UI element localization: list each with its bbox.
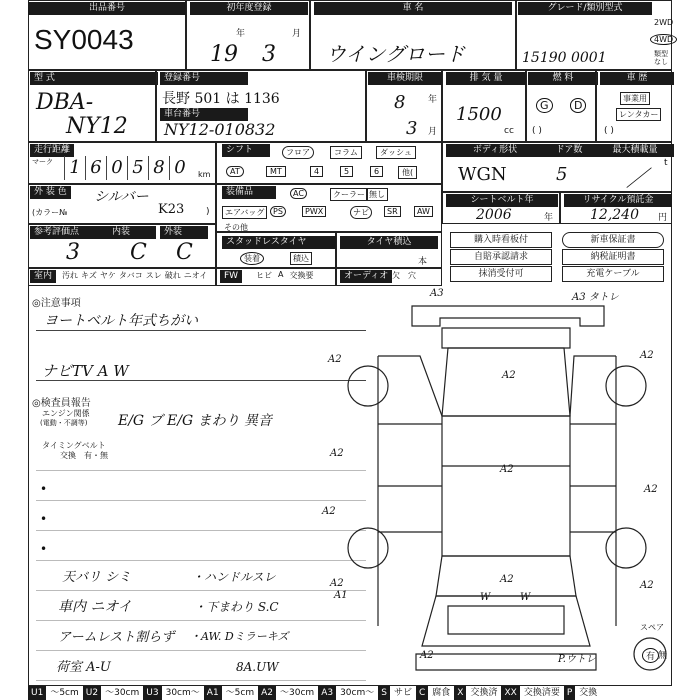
mileage-digits (64, 156, 190, 180)
history-label: 車 歴 (600, 72, 674, 85)
registration-value: 長野 501 は 1136 (162, 91, 280, 107)
fw-items (256, 270, 313, 281)
damage-mark: A2 (500, 574, 514, 585)
equipment-option: PS (270, 206, 286, 217)
legend-value: 〜5cm (50, 688, 79, 698)
lot-label: 出品番号 (28, 2, 186, 15)
legend-key: S (378, 686, 390, 700)
note-line (36, 650, 366, 651)
shift-option: 5 (340, 166, 353, 177)
inspection-month-unit: 月 (428, 127, 438, 137)
inspection-year: 8 (394, 92, 406, 113)
shift-label: シフト (222, 144, 270, 157)
legend-key: P (564, 686, 575, 700)
note-line (36, 330, 366, 331)
recycle-unit: 円 (658, 213, 668, 223)
note-line (36, 530, 366, 531)
audio-items (392, 270, 416, 281)
color-code: K23 (158, 202, 185, 217)
shift-option: MT (266, 166, 286, 177)
engine-note: E/G ブ E/G まわり 異音 (118, 413, 273, 429)
legend-key: A3 (318, 686, 336, 700)
damage-legend (28, 686, 672, 700)
damage-mark: W (480, 592, 491, 603)
damage-mark: P.ウトレ (558, 654, 596, 665)
fw-condition: ヒビ (256, 271, 272, 280)
docs-items (442, 224, 672, 286)
recycle-label: リサイクル預託金 (564, 194, 672, 207)
chassis-value: NY12-010832 (164, 120, 276, 139)
engine-value: 1500 (456, 104, 502, 125)
first-reg-month: 3 (262, 42, 276, 67)
history-opt2: レンタカー (616, 108, 661, 121)
interior-condition: 破れ (164, 271, 181, 280)
shift-option: 6 (370, 166, 383, 177)
interior-condition: 汚れ (62, 271, 78, 280)
legend-key: A1 (204, 686, 222, 700)
damage-mark: A2 (640, 350, 654, 361)
mileage-label: 走行距離 (30, 144, 74, 157)
damage-mark: A2 (330, 448, 344, 459)
legend-value: 交換済要 (523, 688, 560, 698)
body-value: WGN (458, 164, 507, 185)
note-bullet: • (40, 512, 48, 526)
shift-option: コラム (330, 146, 362, 159)
audio-condition: 欠 (392, 271, 400, 280)
timing-sub: 交換 有・無 (60, 451, 108, 460)
document-option: 納税証明書 (562, 249, 664, 265)
first-reg-month-unit: 月 (292, 29, 302, 39)
damage-mark: A2 (500, 464, 514, 475)
note-line-4b: 8A.UW (236, 660, 279, 674)
spare-value: 有 (642, 648, 659, 663)
inspection-month: 3 (406, 118, 418, 139)
shift-option: ダッシュ (376, 146, 416, 159)
damage-mark: A2 (328, 354, 342, 365)
damage-mark: A3 タトレ (572, 292, 619, 303)
damage-mark: A2 (502, 370, 516, 381)
note-line (36, 680, 366, 681)
legend-value: 30cm〜 (165, 688, 200, 698)
document-option: 新車保証書 (562, 232, 664, 248)
shift-option: 他( (398, 166, 417, 179)
engine-unit: cc (504, 126, 514, 136)
shift-option: 4 (310, 166, 323, 177)
equipment-option: エアバッグ (222, 206, 267, 219)
mileage-mark-label: マーク (32, 158, 53, 166)
drive-4wd: 4WD (650, 34, 677, 45)
first-reg-year-unit: 年 (236, 29, 246, 39)
note-bullet: • (40, 482, 48, 496)
load-unit: t (664, 158, 668, 168)
overall-score: 3 (66, 240, 80, 265)
chassis-label: 車台番号 (160, 108, 248, 121)
document-option: 自賠承認請求 (450, 249, 552, 265)
legend-value: 〜5cm (225, 688, 255, 698)
damage-mark: A2 (640, 580, 654, 591)
studless-label: スタッドレスタイヤ (222, 236, 336, 249)
studless-opt2: 積込 (290, 252, 312, 265)
audio-condition: 穴 (408, 271, 416, 280)
inspection-label: 車検期限 (368, 72, 442, 85)
legend-key: A2 (258, 686, 276, 700)
first-reg-label: 初年度登録 (190, 2, 308, 15)
interior-condition: ヤケ (99, 271, 116, 280)
fuel-paren: ( ) (532, 126, 542, 136)
note-line (36, 560, 366, 561)
interior-condition: ニオイ (183, 271, 208, 280)
shift-option: フロア (282, 146, 314, 159)
mileage-digit: 0 (169, 156, 190, 180)
mileage-unit: km (198, 170, 211, 179)
damage-mark: W (520, 592, 531, 603)
fw-condition: 交換要 (289, 271, 314, 280)
equipment-option: ナビ (350, 206, 372, 219)
fuel-d: D (570, 98, 586, 113)
seatbelt-value: 2006 (476, 207, 512, 223)
lot-number: SY0043 (34, 24, 134, 55)
note-line-1: 天バリ シミ (62, 570, 132, 585)
legend-value: 腐食 (432, 688, 451, 698)
legend-key: XX (501, 686, 519, 700)
shift-option: AT (226, 166, 244, 177)
car-damage-diagram (320, 286, 672, 686)
note-line-3: アームレスト割らず (58, 630, 175, 645)
document-option: 充電ケーブル (562, 266, 664, 282)
color-code-label: (カラー№ (32, 208, 68, 217)
mileage-digit: 1 (64, 156, 85, 180)
shift-items (222, 146, 438, 182)
drive-2wd: 2WD (654, 18, 674, 27)
doors-label: ドア数 (540, 144, 598, 157)
damage-mark: A2 (322, 506, 336, 517)
overall-label: 参考評価点 (30, 226, 108, 239)
tire-load-label: タイヤ積込 (340, 236, 438, 249)
exterior-score: C (176, 240, 193, 265)
engine-rel-label: エンジン関係 (42, 409, 90, 418)
timing-label: タイミングベルト (42, 441, 106, 450)
history-opt1: 事業用 (620, 92, 650, 105)
legend-key: X (454, 686, 466, 700)
legend-value: サビ (393, 688, 412, 698)
spare-alt: 無 (658, 651, 668, 661)
navi-text: ナビTV A W (42, 362, 129, 380)
mileage-digit: 8 (148, 156, 169, 180)
car-name: ウイングロード (326, 42, 465, 66)
inspector-label: ◎検査員報告 (32, 398, 91, 409)
caution-text: ヨートベルト年式ちがい (44, 313, 198, 329)
color-code-close: ) (206, 207, 210, 217)
recycle-value: 12,240 (590, 207, 639, 223)
equipment-option: クーラー (330, 188, 368, 201)
document-option: 抹消受付可 (450, 266, 552, 282)
studless-opt1: 装着 (240, 252, 264, 265)
equipment-label: 装備品 (222, 186, 276, 199)
car-name-label: 車 名 (314, 2, 512, 15)
damage-mark: A1 (334, 590, 348, 601)
legend-value: 〜30cm (280, 688, 315, 698)
grade-code: 15190 0001 (522, 50, 607, 66)
damage-mark: A2 (330, 578, 344, 589)
note-line (36, 470, 366, 471)
interior-score-label: 内装 (108, 226, 156, 239)
note-line-3b: ・AW. Dミラーキズ (190, 630, 289, 643)
interior-condition: タバコ (118, 271, 143, 280)
legend-key: U2 (83, 686, 101, 700)
legend-key: U1 (28, 686, 46, 700)
legend-key: U3 (143, 686, 161, 700)
interior-condition: スレ (145, 271, 162, 280)
body-label: ボディ形状 (446, 144, 544, 157)
interior-score: C (130, 240, 147, 265)
legend-value: 交換 (579, 688, 598, 698)
interior-row-label: 室内 (30, 270, 56, 283)
note-line (36, 590, 366, 591)
equipment-items (220, 186, 442, 232)
grade-label: グレード/類別型式 (518, 2, 652, 15)
legend-value: 交換済 (470, 688, 498, 698)
load-value: ／ (626, 167, 649, 192)
doors-value: 5 (556, 164, 568, 185)
engine-rel-sub: (電動・不調等) (40, 419, 88, 427)
mileage-digit: 5 (127, 156, 148, 180)
note-line (36, 500, 366, 501)
color-value: シルバー (94, 189, 149, 205)
note-line-2: 車内 ニオイ (58, 599, 132, 615)
fuel-label: 燃 料 (528, 72, 598, 85)
note-line-2b: ・下まわり S.C (194, 600, 279, 614)
equipment-option: AC (290, 188, 307, 199)
seatbelt-unit: 年 (544, 213, 554, 223)
type-label: 類型なし (654, 50, 668, 66)
model-value-1: DBA- (36, 90, 94, 115)
exterior-score-label: 外装 (160, 226, 208, 239)
equipment-option: PWX (302, 206, 326, 217)
interior-condition: キズ (81, 271, 97, 280)
legend-value: 〜30cm (105, 688, 140, 698)
model-label: 型 式 (30, 72, 158, 85)
history-paren: ( ) (604, 126, 614, 136)
tire-load-value: 本 (418, 257, 428, 267)
document-option: 購入時看板付 (450, 232, 552, 248)
model-value-2: NY12 (66, 114, 128, 139)
equipment-option: AW (414, 206, 433, 217)
first-reg-year: 19 (210, 42, 238, 67)
interior-items (62, 270, 207, 281)
inspection-year-unit: 年 (428, 95, 438, 105)
seatbelt-label: シートベルト年 (446, 194, 558, 207)
engine-label: 排 気 量 (446, 72, 526, 85)
mileage-digit: 6 (85, 156, 106, 180)
fuel-g: G (536, 98, 553, 113)
note-bullet: • (40, 542, 48, 556)
registration-label: 登録番号 (160, 72, 248, 85)
damage-mark: A2 (420, 650, 434, 661)
mileage-digit: 0 (106, 156, 127, 180)
color-label: 外 装 色 (30, 186, 71, 199)
equipment-option: 無し (366, 188, 388, 201)
damage-mark: A3 (430, 288, 444, 299)
fw-row-label: FW (220, 270, 242, 283)
note-line (36, 380, 366, 381)
fw-condition: A (278, 270, 284, 279)
note-line (36, 620, 366, 621)
note-line-1b: ・ハンドルスレ (192, 570, 276, 584)
caution-label: ◎注意事項 (32, 298, 81, 309)
equipment-option: その他 (224, 223, 248, 232)
spare-label: スペア (640, 623, 664, 632)
note-line-4: 荷室 A-U (56, 660, 111, 675)
legend-key: C (416, 686, 428, 700)
audio-row-label: オーディオ (340, 270, 392, 283)
equipment-option: SR (384, 206, 401, 217)
load-label: 最大積載量 (596, 144, 674, 157)
damage-mark: A2 (644, 484, 658, 495)
legend-value: 30cm〜 (340, 688, 375, 698)
